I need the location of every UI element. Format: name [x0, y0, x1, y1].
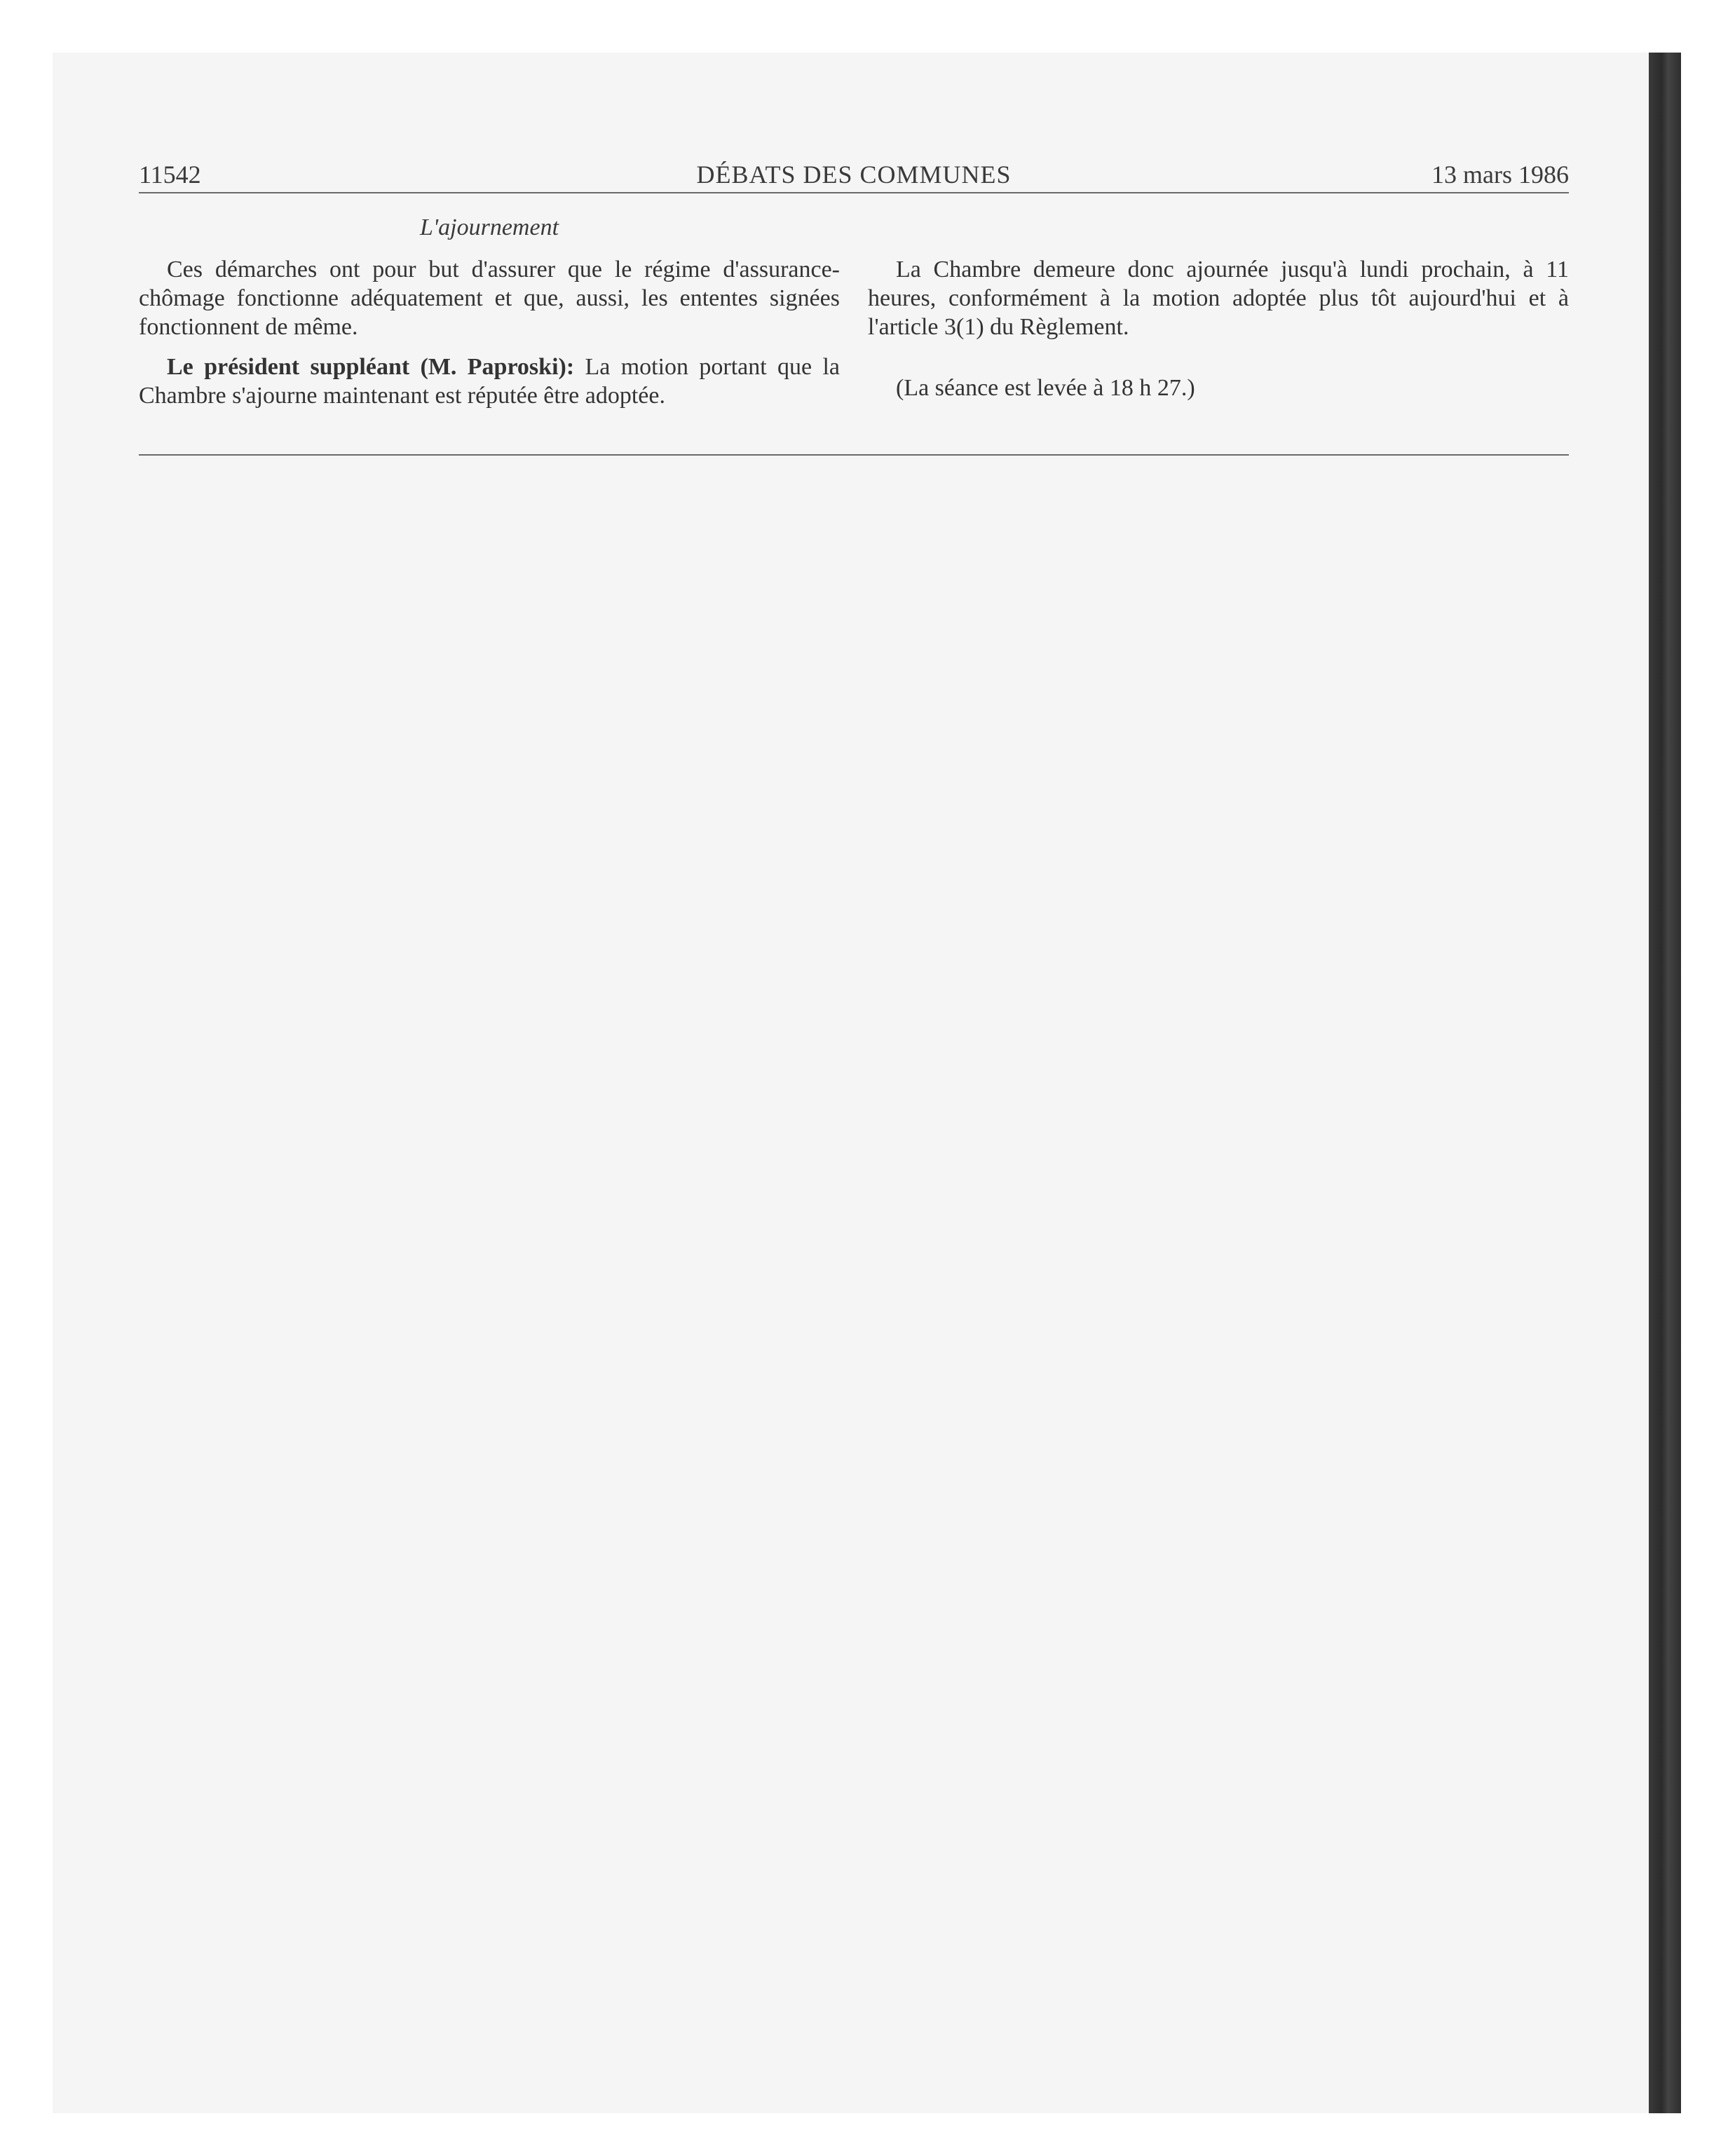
- right-column: [868, 255, 1569, 402]
- speaker-statement: La motion portant que la Chambre s'ajourne maintenant est réputée être adoptée.: [139, 354, 840, 409]
- running-title: DÉBATS DES COMMUNES: [696, 161, 1012, 189]
- page-number: 11542: [139, 161, 201, 189]
- page-header: [139, 160, 1569, 191]
- section-end-rule: [139, 454, 1569, 456]
- left-column: [139, 255, 840, 410]
- speaker-name: Le président suppléant (M. Paproski):: [167, 354, 575, 380]
- section-title: L'ajournement: [419, 214, 559, 240]
- left-paragraph-2: [139, 353, 840, 410]
- header-date: 13 mars 1986: [1431, 161, 1569, 189]
- page-binding-edge: [1649, 53, 1681, 2113]
- left-paragraph-1: Ces démarches ont pour but d'assurer que le régime d'assurance-chômage fonctionne adéquatement et que, aussi, les ententes signées fonctionnent de même.: [139, 257, 840, 340]
- header-rule: [139, 192, 1569, 193]
- closing-note: (La séance est levée à 18 h 27.): [896, 375, 1195, 401]
- right-paragraph-1: La Chambre demeure donc ajournée jusqu'à lundi prochain, à 11 heures, conformément à la motion adoptée plus tôt aujourd'hui et à l'article 3(1) du Règlement.: [868, 257, 1569, 340]
